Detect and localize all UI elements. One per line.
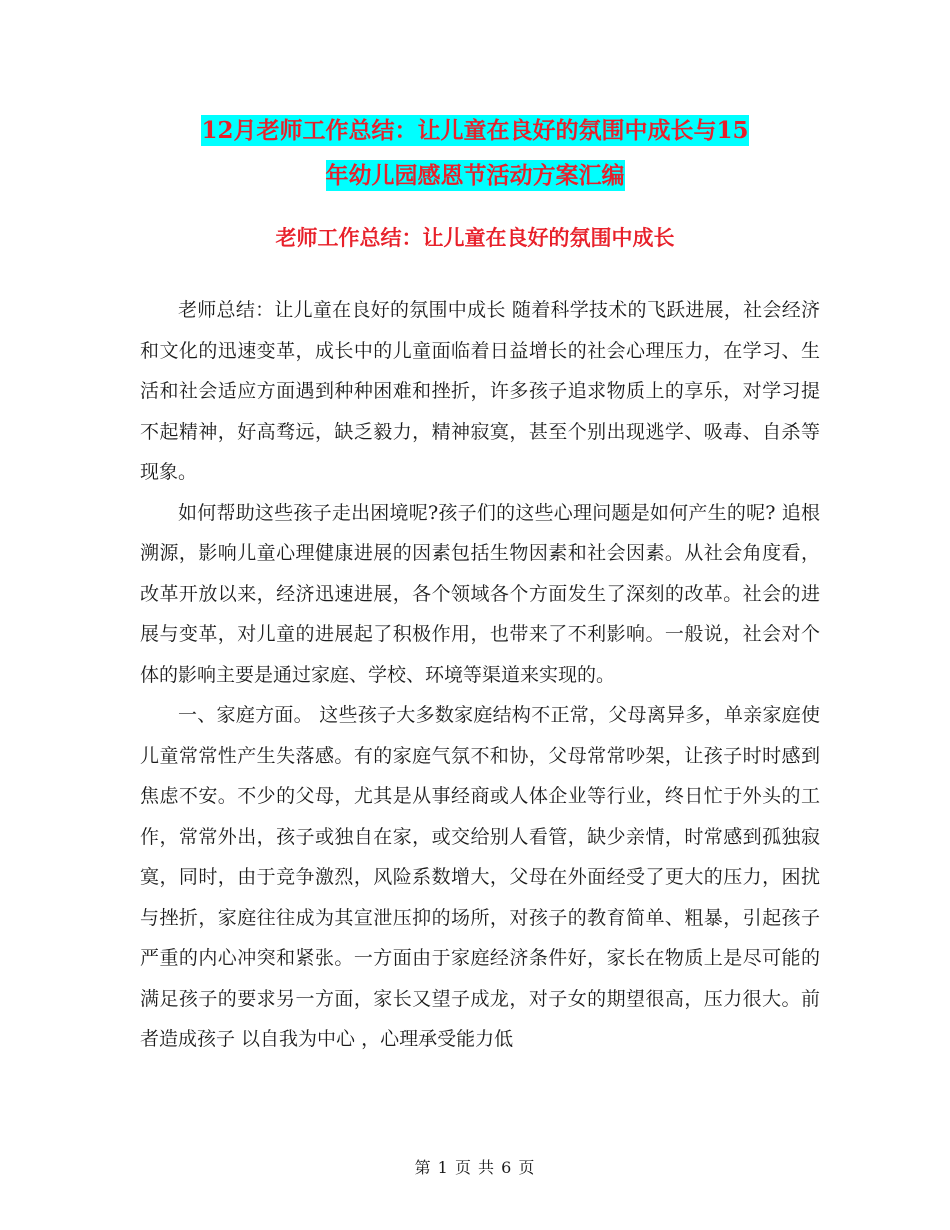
page-number: 第 1 页 共 6 页 (414, 1158, 536, 1177)
paragraph-2: 如何帮助这些孩子走出困境呢?孩子们的这些心理问题是如何产生的呢? 追根溯源，影响儿童心理健康进展的因素包括生物因素和社会因素。从社会角度看，改革开放以来，经济迅速进展，各个领域各个方面发生了深刻的改革。社会的进展与变革，对儿童的进展起了积极作用，也带来了不利影响。一般说，社会对个体的影响主要是通过家庭、学校、环境等渠道来实现的。 (140, 501, 820, 686)
paragraph-3: 一、家庭方面。 这些孩子大多数家庭结构不正常，父母离异多，单亲家庭使儿童常常性产生失落感。有的家庭气氛不和协，父母常常吵架，让孩子时时感到焦虑不安。不少的父母，尤其是从事经商或人体企业等行业，终日忙于外头的工作，常常外出，孩子或独自在家，或交给别人看管，缺少亲情，时常感到孤独寂寞，同时，由于竞争激烈，风险系数增大，父母在外面经受了更大的压力，困扰与挫折，家庭往往成为其宣泄压抑的场所，对孩子的教育简单、粗暴，引起孩子严重的内心冲突和紧张。一方面由于家庭经济条件好，家长在物质上是尽可能的满足孩子的要求另一方面，家长又望子成龙，对子女的期望很高，压力很大。前者造成孩子 以自我为中心 ，心理承受能力低 (140, 704, 820, 1050)
document-title-line-2 (0, 155, 950, 197)
section-title: 老师工作总结：让儿童在良好的氛围中成长 (275, 225, 675, 250)
title-highlight: 12月老师工作总结：让儿童在良好的氛围中成长与15 (201, 117, 749, 144)
title-highlight: 年幼儿园感恩节活动方案汇编 (325, 162, 625, 189)
paragraph-1: 老师总结：让儿童在良好的氛围中成长 随着科学技术的飞跃进展，社会经济和文化的迅速变革，成长中的儿童面临着日益增长的社会心理压力，在学习、生活和社会适应方面遇到种种困难和挫折，许多孩子追求物质上的享乐，对学习提不起精神，好高骛远，缺乏毅力，精神寂寞，甚至个别出现逃学、吸毒、自杀等现象。 (140, 299, 820, 483)
document-body (140, 290, 820, 1060)
document-title-line-1 (0, 110, 950, 152)
